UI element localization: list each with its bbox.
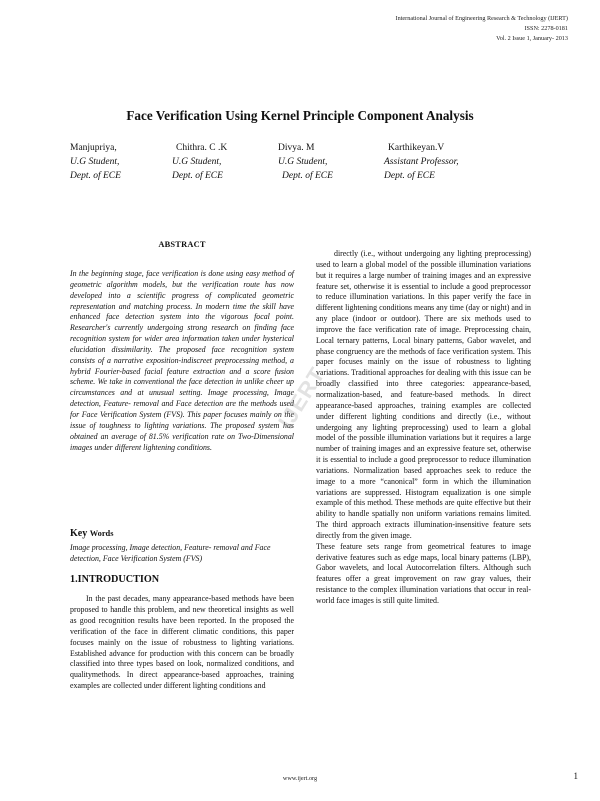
- author-block: [278, 141, 333, 183]
- keywords-text: Image processing, Image detection, Feature- removal and Face detection, Face Verification System (FVS): [70, 543, 271, 563]
- author-dept: Dept. of ECE: [70, 171, 121, 181]
- author-name: Karthikeyan.V: [388, 143, 445, 153]
- journal-volume: Vol. 2 Issue 1, January- 2013: [496, 35, 568, 42]
- journal-name: International Journal of Engineering Research & Technology (IJERT): [395, 15, 568, 22]
- author-block: [70, 141, 121, 183]
- right-column: [316, 249, 531, 607]
- author-role: U.G Student,: [172, 157, 222, 167]
- author-block: [384, 141, 459, 183]
- paper-title: Face Verification Using Kernel Principle Component Analysis: [126, 108, 474, 123]
- author-role: Assistant Professor,: [384, 157, 459, 167]
- abstract-heading: ABSTRACT: [158, 240, 206, 249]
- right-column-paragraph: These feature sets range from geometrical features to image derivative features such as edge maps, local binary patterns (LBP), Gabor wavelets, and local Autocorrelation filters. Although such features offer a great improvement on raw gray values, their resistance to the complex illumination variations that occur in real-world face images is still quite limited.: [316, 541, 531, 605]
- author-role: U.G Student,: [70, 157, 120, 167]
- author-dept: Dept. of ECE: [282, 171, 333, 181]
- journal-issn: ISSN: 2278-0181: [524, 25, 568, 32]
- keywords-heading-words: Words: [89, 529, 114, 538]
- keywords-heading: [70, 528, 113, 539]
- journal-header: [396, 14, 568, 44]
- abstract-text: In the beginning stage, face verification is done using easy method of geometric algorithm models, but the verification route has now developed into a scientific progress of complicated geometric representation and matching process. In modern time the skill have enhanced face detection system into the vigorous focal point. Researcher's currently undergoing strong research on finding face recognition system for wider area information taken under hysterical elucidation dissimilarity. The proposed face recognition system consists of a narrative exposition-indiscreet preprocessing method, a hybrid Fourier-based facial feature extraction and a score fusion scheme. We take in conventional the face detection in unlike cheer up circumstances and at unusual setting. Image processing, Image detection, Feature- removal and Face detection are the methods used for Face Verification System (FVS). This paper focuses mainly on the issue of toughness to lighting variations. The proposed system has obtained an average of 81.5% verification rate on Two-Dimensional images under different lightening conditions.: [70, 269, 294, 452]
- watermark-logo: IJERT: [273, 362, 331, 433]
- author-name: Manjupriya,: [70, 143, 117, 153]
- author-name: Chithra. C .K: [176, 143, 228, 153]
- author-role: U.G Student,: [278, 157, 328, 167]
- page-number: 1: [573, 771, 578, 781]
- author-dept: Dept. of ECE: [172, 171, 223, 181]
- keywords-heading-key: Key: [70, 528, 88, 539]
- right-column-paragraph: directly (i.e., without undergoing any lighting preprocessing) used to learn a global model of the possible illumination variations but it requires a large number of training images and an expressive feature set, otherwise it is essential to include a good preprocessor to reduce illumination variations. In this paper verify the face in different lightening conditions means any time (day or night) and in any place (indoor or outdoor). There are six methods used to improve the face verification rate of image. Preprocessing chain, Local ternary patterns, Local binary patterns, Gabor wavelet, and phase congruency are the methods of face verification system. This paper focuses mainly on the issue of robustness to lighting variations. Traditional approaches for dealing with this issue can be broadly classified into three categories: appearance-based, normalization-based, and feature-based methods. In direct appearance-based approaches, training examples are collected under different lighting conditions and directly (i.e., without undergoing any lighting preprocessing) used to learn a global model of the possible illumination variations but it requires a large number of training images and an expressive feature set, otherwise it is essential to include a good preprocessor to reduce illumination variations. Normalization based approaches seek to reduce the image to a more “canonical” form in which the illumination variations are suppressed. Histogram equalization is one simple example of this method. These methods are quite effective but their ability to handle spatially non uniform variations remains limited. The third approach extracts illumination-insensitive feature sets directly from the given image.: [316, 249, 531, 540]
- author-dept: Dept. of ECE: [384, 171, 435, 181]
- author-block: [172, 141, 227, 183]
- introduction-text: In the past decades, many appearance-based methods have been proposed to handle this problem, and new theoretical insights as well as good recognition results have been reported. In the proposed the verification of the face in different climatic conditions, this paper focuses mainly on the issue of robustness to lighting variations. Established advance for production with this concern can be broadly classified into three types based on look, normalized conditions, and qualitymethods. In direct appearance-based approaches, training examples are collected under different lighting conditions and: [70, 594, 294, 691]
- footer-url: www.ijert.org: [282, 775, 318, 782]
- author-name: Divya. M: [278, 143, 315, 153]
- introduction-heading: 1.INTRODUCTION: [70, 574, 160, 585]
